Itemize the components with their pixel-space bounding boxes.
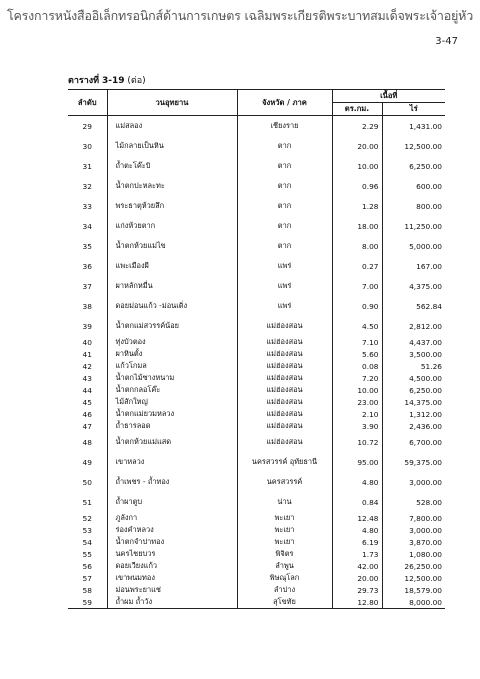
- table-row: [68, 548, 445, 560]
- row-park-name: ถ้ำตะโค๊ะบิ: [107, 156, 237, 176]
- row-park-name: ดอยม่อนแก้ว -ม่อนเดิ่ง: [107, 296, 237, 316]
- row-area-rai: 51.26: [382, 360, 445, 372]
- row-park-name: น้ำตกห้วยแม่แสด: [107, 432, 237, 452]
- row-park-name: ทุ่งบัวตอง: [107, 336, 237, 348]
- row-number: 35: [82, 241, 92, 251]
- row-area-rai: 5,000.00: [382, 236, 445, 256]
- row-area-rai: 1,312.00: [382, 408, 445, 420]
- row-area-rai: 2,436.00: [382, 420, 445, 432]
- row-park-name: ไม้กลายเป็นหิน: [107, 136, 237, 156]
- row-area-sqkm: 0.27: [332, 256, 382, 276]
- row-park-name: น้ำตกแม่สวรรค์น้อย: [107, 316, 237, 336]
- row-province: แม่ฮ่องสอน: [237, 432, 332, 452]
- row-number: 34: [82, 221, 92, 231]
- row-area-sqkm: 10.00: [332, 156, 382, 176]
- row-park-name: ดอยเวียงแก้ว: [107, 560, 237, 572]
- row-number: 58: [82, 585, 92, 595]
- row-number: 52: [82, 513, 92, 523]
- row-park-name: ร่องคำหลวง: [107, 524, 237, 536]
- row-province: สุโขทัย: [237, 596, 332, 609]
- row-province: เชียงราย: [237, 116, 332, 137]
- row-province: แม่ฮ่องสอน: [237, 384, 332, 396]
- row-park-name: น้ำตกจำปาทอง: [107, 536, 237, 548]
- row-area-rai: 6,250.00: [382, 156, 445, 176]
- row-area-sqkm: 1.28: [332, 196, 382, 216]
- row-province: แพร่: [237, 276, 332, 296]
- row-province: ตาก: [237, 136, 332, 156]
- row-area-rai: 12,500.00: [382, 572, 445, 584]
- row-number: 36: [82, 261, 92, 271]
- row-area-rai: 4,375.00: [382, 276, 445, 296]
- table-row: [68, 348, 445, 360]
- row-area-sqkm: 0.84: [332, 492, 382, 512]
- row-area-rai: 3,000.00: [382, 524, 445, 536]
- caption-number: 3-19: [102, 76, 125, 86]
- row-province: ตาก: [237, 236, 332, 256]
- row-area-rai: 14,375.00: [382, 396, 445, 408]
- row-number: 42: [82, 361, 92, 371]
- table-caption: [68, 73, 146, 87]
- row-province: พะเยา: [237, 512, 332, 524]
- table-row: [68, 316, 445, 336]
- row-park-name: นครไชยบวร: [107, 548, 237, 560]
- row-park-name: แก่งห้วยตาก: [107, 216, 237, 236]
- row-number: 56: [82, 561, 92, 571]
- table-row: [68, 372, 445, 384]
- table-row: [68, 216, 445, 236]
- row-area-sqkm: 0.90: [332, 296, 382, 316]
- row-province: พะเยา: [237, 536, 332, 548]
- row-area-sqkm: 3.90: [332, 420, 382, 432]
- row-area-sqkm: 7.10: [332, 336, 382, 348]
- row-area-rai: 1,431.00: [382, 116, 445, 137]
- row-park-name: เขาพนมทอง: [107, 572, 237, 584]
- row-park-name: ถ้ำผม ถ้ำวัง: [107, 596, 237, 609]
- row-park-name: น้ำตกห้วยแม่ไข: [107, 236, 237, 256]
- row-number: 50: [82, 477, 92, 487]
- table-row: [68, 116, 445, 137]
- row-area-rai: 800.00: [382, 196, 445, 216]
- row-park-name: ถ้ำเพชร - ถ้ำทอง: [107, 472, 237, 492]
- row-number: 48: [82, 437, 92, 447]
- table-row: [68, 156, 445, 176]
- row-number: 33: [82, 201, 92, 211]
- row-area-rai: 562.84: [382, 296, 445, 316]
- table-row: [68, 524, 445, 536]
- row-area-rai: 3,500.00: [382, 348, 445, 360]
- row-province: แม่ฮ่องสอน: [237, 396, 332, 408]
- row-park-name: ผาหลักหมื่น: [107, 276, 237, 296]
- row-area-sqkm: 6.19: [332, 536, 382, 548]
- row-area-sqkm: 1.73: [332, 548, 382, 560]
- row-number: 30: [82, 141, 92, 151]
- table-row: [68, 420, 445, 432]
- table-row: [68, 136, 445, 156]
- row-area-rai: 26,250.00: [382, 560, 445, 572]
- row-park-name: น้ำตกปะหละทะ: [107, 176, 237, 196]
- table-row: [68, 584, 445, 596]
- row-province: แพร่: [237, 256, 332, 276]
- row-area-sqkm: 5.60: [332, 348, 382, 360]
- table-row: [68, 492, 445, 512]
- row-park-name: พระธาตุห้วยลึก: [107, 196, 237, 216]
- row-province: แม่ฮ่องสอน: [237, 372, 332, 384]
- row-number: 40: [82, 337, 92, 347]
- row-area-rai: 18,579.00: [382, 584, 445, 596]
- row-province: แม่ฮ่องสอน: [237, 348, 332, 360]
- row-area-rai: 6,700.00: [382, 432, 445, 452]
- header-rai: ไร่: [382, 103, 445, 116]
- table-row: [68, 276, 445, 296]
- row-area-sqkm: 4.80: [332, 524, 382, 536]
- row-number: 31: [82, 161, 92, 171]
- row-number: 43: [82, 373, 92, 383]
- row-number: 51: [82, 497, 92, 507]
- row-area-sqkm: 0.96: [332, 176, 382, 196]
- table-row: [68, 536, 445, 548]
- row-area-rai: 600.00: [382, 176, 445, 196]
- table-row: [68, 296, 445, 316]
- parks-table: [68, 89, 445, 609]
- header-sqkm: ตร.กม.: [332, 103, 382, 116]
- row-area-sqkm: 42.00: [332, 560, 382, 572]
- row-number: 41: [82, 349, 92, 359]
- row-number: 45: [82, 397, 92, 407]
- row-province: น่าน: [237, 492, 332, 512]
- row-number: 47: [82, 421, 92, 431]
- row-number: 32: [82, 181, 92, 191]
- row-park-name: แม่สลอง: [107, 116, 237, 137]
- table-row: [68, 472, 445, 492]
- row-province: แม่ฮ่องสอน: [237, 316, 332, 336]
- row-province: แม่ฮ่องสอน: [237, 420, 332, 432]
- row-province: นครสวรรค์: [237, 472, 332, 492]
- row-number: 39: [82, 321, 92, 331]
- row-number: 53: [82, 525, 92, 535]
- row-number: 59: [68, 596, 107, 609]
- row-number: 37: [82, 281, 92, 291]
- row-area-sqkm: 20.00: [332, 136, 382, 156]
- row-number: 49: [82, 457, 92, 467]
- row-area-sqkm: 4.50: [332, 316, 382, 336]
- row-area-sqkm: 20.00: [332, 572, 382, 584]
- row-area-sqkm: 23.00: [332, 396, 382, 408]
- row-province: แม่ฮ่องสอน: [237, 360, 332, 372]
- table-row: [68, 560, 445, 572]
- row-park-name: ผาหินตั้ง: [107, 348, 237, 360]
- row-park-name: น้ำตกไม้ซางหนาม: [107, 372, 237, 384]
- table-row: [68, 196, 445, 216]
- row-park-name: น้ำตกแม่ยวมหลวง: [107, 408, 237, 420]
- table-row: [68, 256, 445, 276]
- row-area-rai: 6,250.00: [382, 384, 445, 396]
- row-area-rai: 11,250.00: [382, 216, 445, 236]
- row-area-sqkm: 0.08: [332, 360, 382, 372]
- table-row: [68, 596, 445, 609]
- row-province: ตาก: [237, 156, 332, 176]
- row-province: พะเยา: [237, 524, 332, 536]
- header-no: ลำดับ: [68, 90, 107, 116]
- row-park-name: เขาหลวง: [107, 452, 237, 472]
- row-area-sqkm: 2.29: [332, 116, 382, 137]
- table-row: [68, 336, 445, 348]
- row-area-sqkm: 10.00: [332, 384, 382, 396]
- row-area-rai: 3,000.00: [382, 472, 445, 492]
- row-park-name: ภูลังกา: [107, 512, 237, 524]
- row-area-rai: 4,437.00: [382, 336, 445, 348]
- header-title: โครงการหนังสืออิเล็กทรอนิกส์ด้านการเกษตร เฉลิมพระเกียรติพระบาทสมเด็จพระเจ้าอยู่หัว: [6, 8, 474, 23]
- caption-label: ตารางที่: [68, 76, 100, 86]
- row-number: 29: [82, 121, 92, 131]
- row-area-rai: 528.00: [382, 492, 445, 512]
- row-area-sqkm: 8.00: [332, 236, 382, 256]
- row-province: ลำปาง: [237, 584, 332, 596]
- row-area-sqkm: 7.20: [332, 372, 382, 384]
- row-province: พิษณุโลก: [237, 572, 332, 584]
- table-row: [68, 176, 445, 196]
- row-area-sqkm: 4.80: [332, 472, 382, 492]
- row-area-sqkm: 2.10: [332, 408, 382, 420]
- row-area-sqkm: 12.48: [332, 512, 382, 524]
- caption-continued: (ต่อ): [127, 76, 146, 86]
- row-area-sqkm: 18.00: [332, 216, 382, 236]
- header-province: จังหวัด / ภาค: [237, 90, 332, 116]
- table-row: [68, 408, 445, 420]
- table-row: [68, 236, 445, 256]
- header-name: วนอุทยาน: [107, 90, 237, 116]
- row-area-rai: 4,500.00: [382, 372, 445, 384]
- row-park-name: แก้วโกมล: [107, 360, 237, 372]
- row-area-rai: 8,000.00: [382, 596, 445, 609]
- row-province: นครสวรรค์ อุทัยธานี: [237, 452, 332, 472]
- row-province: แพร่: [237, 296, 332, 316]
- row-area-sqkm: 12.80: [332, 596, 382, 609]
- table-row: [68, 384, 445, 396]
- row-province: แม่ฮ่องสอน: [237, 336, 332, 348]
- row-park-name: ม่อนพระยาแช่: [107, 584, 237, 596]
- row-area-sqkm: 7.00: [332, 276, 382, 296]
- page-number: 3-47: [435, 36, 458, 47]
- row-number: 44: [82, 385, 92, 395]
- table-row: [68, 360, 445, 372]
- row-number: 54: [82, 537, 92, 547]
- row-number: 55: [82, 549, 92, 559]
- row-area-rai: 59,375.00: [382, 452, 445, 472]
- table-row: [68, 396, 445, 408]
- row-number: 38: [82, 301, 92, 311]
- row-area-sqkm: 10.72: [332, 432, 382, 452]
- row-province: ตาก: [237, 176, 332, 196]
- row-province: ตาก: [237, 216, 332, 236]
- row-area-rai: 12,500.00: [382, 136, 445, 156]
- row-area-rai: 1,080.00: [382, 548, 445, 560]
- row-province: ตาก: [237, 196, 332, 216]
- row-number: 57: [82, 573, 92, 583]
- row-park-name: ไม้สักใหญ่: [107, 396, 237, 408]
- row-area-rai: 3,870.00: [382, 536, 445, 548]
- row-province: แม่ฮ่องสอน: [237, 408, 332, 420]
- row-area-rai: 7,800.00: [382, 512, 445, 524]
- row-area-sqkm: 29.73: [332, 584, 382, 596]
- table-row: [68, 572, 445, 584]
- table-row: [68, 452, 445, 472]
- row-province: ลำพูน: [237, 560, 332, 572]
- row-park-name: ถ้ำผาตูบ: [107, 492, 237, 512]
- row-park-name: น้ำตกกลอโค๊ะ: [107, 384, 237, 396]
- row-park-name: ถ้ำธารลอด: [107, 420, 237, 432]
- row-park-name: แพะเมืองผี: [107, 256, 237, 276]
- table-row: [68, 512, 445, 524]
- table-row: [68, 432, 445, 452]
- row-area-sqkm: 95.00: [332, 452, 382, 472]
- row-area-rai: 2,812.00: [382, 316, 445, 336]
- row-area-rai: 167.00: [382, 256, 445, 276]
- row-number: 46: [82, 409, 92, 419]
- row-province: พิจิตร: [237, 548, 332, 560]
- header-area: เนื้อที่: [332, 90, 445, 103]
